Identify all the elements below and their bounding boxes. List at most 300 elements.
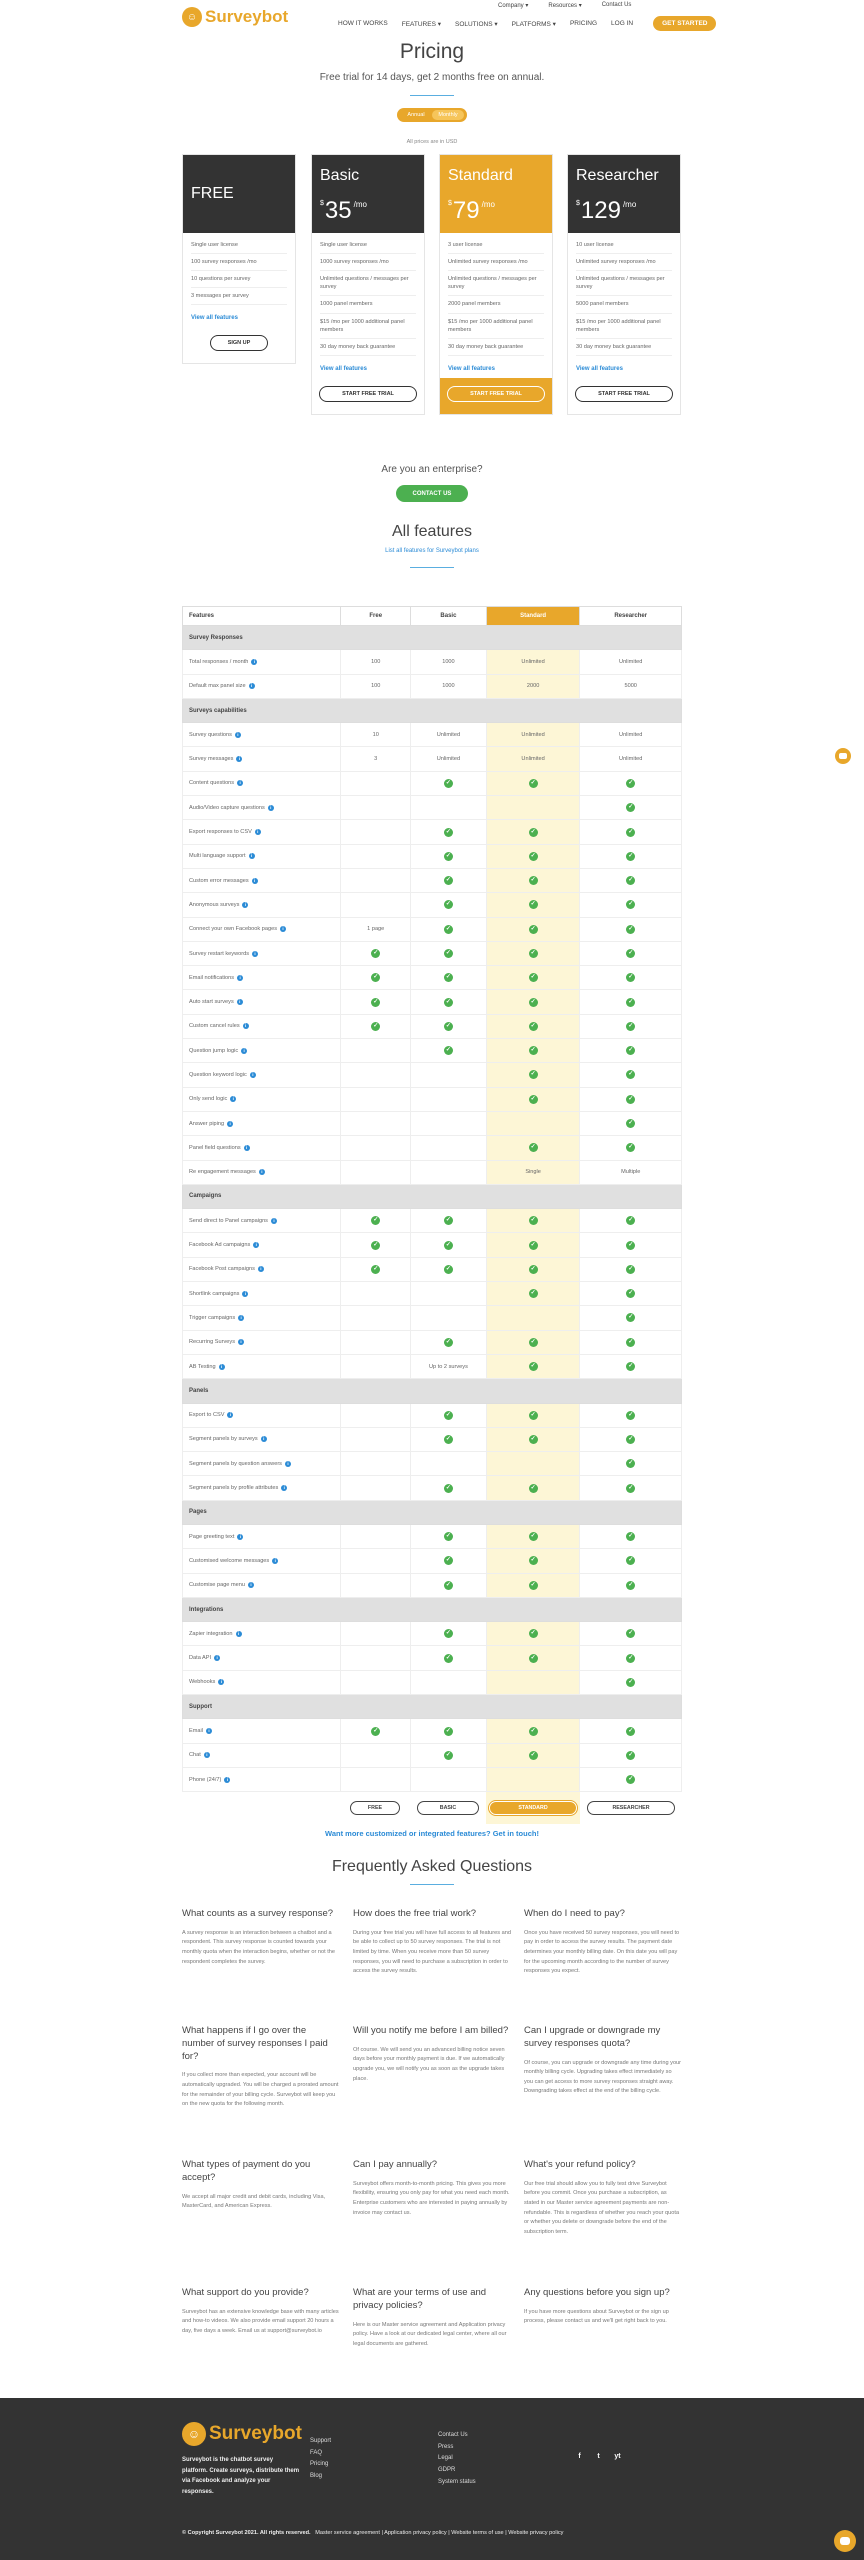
check-icon: ✓: [530, 1217, 536, 1224]
feature-value-cell: 1 page: [340, 918, 410, 941]
feature-name-cell: [183, 820, 340, 843]
billing-toggle[interactable]: [397, 108, 467, 122]
plan-feature: 10 questions per survey: [191, 271, 287, 288]
info-icon[interactable]: i: [248, 1582, 254, 1588]
price-amount: 129: [580, 197, 621, 224]
info-icon[interactable]: i: [285, 1461, 291, 1467]
feature-value-cell: Single: [486, 1161, 580, 1184]
check-icon: ✓: [530, 1484, 536, 1491]
feature-value-cell: [486, 990, 580, 1013]
check-icon: ✓: [530, 1241, 536, 1248]
utility-nav: [498, 2, 631, 9]
check-icon: ✓: [530, 974, 536, 981]
info-icon[interactable]: i: [227, 1412, 233, 1418]
nav-resources[interactable]: Resources ▾: [548, 3, 582, 9]
check-icon: ✓: [628, 1435, 634, 1442]
info-icon[interactable]: i: [255, 829, 261, 835]
feature-value-cell: [410, 1088, 486, 1111]
standard-plan-button[interactable]: STANDARD: [489, 1801, 577, 1815]
table-row: [182, 796, 682, 820]
feature-name-cell: [183, 675, 340, 698]
feature-value-cell: [410, 1063, 486, 1086]
feature-name-cell: [183, 1525, 340, 1548]
youtube-icon[interactable]: yt: [614, 2453, 621, 2460]
faq-question: Will you notify me before I am billed?: [353, 2025, 509, 2036]
basic-plan-button[interactable]: BASIC: [417, 1801, 479, 1815]
feature-value-cell: [340, 966, 410, 989]
view-all-features-link[interactable]: View all features: [320, 365, 367, 372]
feature-name-cell: [183, 747, 340, 770]
feature-value-cell: [486, 1088, 580, 1111]
feature-value-cell: [340, 1768, 410, 1791]
feature-value-cell: [340, 845, 410, 868]
footer-link-gdpr[interactable]: GDPR: [438, 2467, 456, 2474]
table-section-header: Support: [182, 1695, 682, 1719]
plan-feature: Unlimited questions / messages per survey: [448, 271, 544, 296]
plan-card-basic: [311, 154, 425, 415]
check-icon: ✓: [530, 877, 536, 884]
feature-name-cell: [183, 1355, 340, 1378]
footer-link-blog[interactable]: Blog: [310, 2473, 323, 2480]
feature-name: AB Testing: [189, 1363, 216, 1370]
check-icon: ✓: [445, 1654, 451, 1661]
info-icon[interactable]: i: [243, 1023, 249, 1029]
feature-value-cell: [410, 845, 486, 868]
feature-value-cell: [340, 893, 410, 916]
feature-name: Audio/Video capture questions: [189, 804, 265, 811]
faq-item: [353, 2287, 511, 2349]
check-icon: ✓: [445, 1533, 451, 1540]
feature-value-cell: [340, 1331, 410, 1354]
feature-value-cell: [486, 1063, 580, 1086]
info-icon[interactable]: i: [204, 1752, 210, 1758]
nav-how-it-works[interactable]: HOW IT WORKS: [338, 20, 388, 27]
feature-value-cell: [486, 1331, 580, 1354]
feature-value-cell: [579, 918, 681, 941]
info-icon[interactable]: i: [235, 732, 241, 738]
feature-name-cell: [183, 1549, 340, 1572]
info-icon[interactable]: i: [249, 853, 255, 859]
feature-name-cell: [183, 1161, 340, 1184]
plan-header: [568, 155, 680, 233]
feature-value-cell: [340, 1355, 410, 1378]
faq-item: [182, 2159, 340, 2212]
feature-value-cell: [410, 966, 486, 989]
feature-value-cell: [410, 1331, 486, 1354]
check-icon: ✓: [530, 1363, 536, 1370]
nav-pricing[interactable]: PRICING: [569, 20, 598, 27]
feature-name-cell: [183, 1063, 340, 1086]
footer-links-col1: [310, 2436, 331, 2483]
check-icon: ✓: [530, 1411, 536, 1418]
currency-note: All prices are in USD: [406, 139, 458, 145]
feature-value-cell: [486, 918, 580, 941]
plan-feature: 100 survey responses /mo: [191, 254, 287, 271]
feature-value-cell: [486, 1015, 580, 1038]
feature-value-cell: [410, 1719, 486, 1742]
feature-value-cell: [410, 1233, 486, 1256]
info-icon[interactable]: i: [280, 926, 286, 932]
footer-link-press[interactable]: Press: [438, 2443, 454, 2450]
feature-name-cell: [183, 796, 340, 819]
feature-value-cell: [340, 796, 410, 819]
info-icon[interactable]: i: [224, 1777, 230, 1783]
feature-value-cell: [579, 1549, 681, 1572]
feature-name: Email notifications: [189, 974, 235, 981]
footer-link-legal[interactable]: Legal: [438, 2455, 453, 2462]
feature-value-cell: 1000: [410, 675, 486, 698]
feature-value-cell: 10: [340, 723, 410, 746]
free-plan-button[interactable]: FREE: [350, 1801, 400, 1815]
table-row: [182, 1622, 682, 1646]
chat-side-icon[interactable]: [835, 748, 851, 764]
contact-cta-link[interactable]: Want more customized or integrated features? Get in touch!: [325, 1829, 539, 1838]
feature-value-cell: [579, 869, 681, 892]
feature-value-cell: [579, 1452, 681, 1475]
feature-value-cell: [340, 1719, 410, 1742]
legal-links[interactable]: Master service agreement | Application privacy policy | Website terms of use | Website privacy policy: [315, 2530, 564, 2536]
check-icon: ✓: [530, 1557, 536, 1564]
table-row: [182, 1282, 682, 1306]
info-icon[interactable]: i: [230, 1096, 236, 1102]
table-section-header: Panels: [182, 1379, 682, 1403]
feature-value-cell: [486, 869, 580, 892]
feature-value-cell: [579, 990, 681, 1013]
faq-item: [182, 2025, 340, 2110]
info-icon[interactable]: i: [206, 1728, 212, 1734]
feature-value-cell: [340, 1549, 410, 1572]
start-free-trial-button[interactable]: START FREE TRIAL: [319, 386, 417, 402]
check-icon: ✓: [445, 1557, 451, 1564]
feature-name-cell: [183, 1282, 340, 1305]
currency-symbol: $: [320, 200, 324, 207]
plan-feature: Unlimited survey responses /mo: [448, 254, 544, 271]
twitter-icon[interactable]: t: [597, 2453, 600, 2460]
view-all-features-link[interactable]: View all features: [448, 365, 495, 372]
info-icon[interactable]: i: [237, 1534, 243, 1540]
plan-feature: Unlimited survey responses /mo: [576, 254, 672, 271]
info-icon[interactable]: i: [214, 1655, 220, 1661]
feature-value-cell: [579, 1331, 681, 1354]
info-icon[interactable]: i: [237, 780, 243, 786]
check-icon: ✓: [628, 1460, 634, 1467]
feature-value-cell: [340, 1428, 410, 1451]
info-icon[interactable]: i: [252, 878, 258, 884]
feature-name-cell: [183, 918, 340, 941]
start-free-trial-button[interactable]: START FREE TRIAL: [575, 386, 673, 402]
copyright-text: © Copyright Surveybot 2021. All rights reserved.: [182, 2530, 311, 2536]
check-icon: ✓: [530, 1751, 536, 1758]
check-icon: ✓: [445, 1435, 451, 1442]
info-icon[interactable]: i: [259, 1169, 265, 1175]
feature-value-cell: [579, 1768, 681, 1791]
start-free-trial-button[interactable]: START FREE TRIAL: [447, 386, 545, 402]
pricing-subtitle: Free trial for 14 days, get 2 months free on annual.: [319, 72, 545, 83]
footer-link-status[interactable]: System status: [438, 2478, 476, 2485]
view-all-features-link[interactable]: View all features: [191, 315, 238, 322]
faq-answer: If you have more questions about Surveybot or the sign up process, please contact us and we'll get right back to you.: [524, 2308, 669, 2325]
plan-feature: Single user license: [320, 237, 416, 254]
feature-value-cell: [410, 772, 486, 795]
check-icon: ✓: [628, 1047, 634, 1054]
feature-name: Content questions: [189, 780, 235, 787]
plan-name: Standard: [448, 167, 513, 184]
feature-name-cell: [183, 650, 340, 673]
feature-value-cell: [579, 1525, 681, 1548]
feature-value-cell: Unlimited: [410, 747, 486, 770]
faq-question: When do I need to pay?: [524, 1908, 625, 1919]
brand-logo[interactable]: [182, 6, 288, 28]
faq-answer: We accept all major credit and debit cards, including Visa, MasterCard, and American Express.: [182, 2193, 326, 2210]
check-icon: ✓: [445, 1411, 451, 1418]
check-icon: ✓: [628, 1120, 634, 1127]
feature-name-cell: [183, 1306, 340, 1329]
info-icon[interactable]: i: [241, 1048, 247, 1054]
researcher-plan-button[interactable]: RESEARCHER: [587, 1801, 675, 1815]
check-icon: ✓: [628, 1630, 634, 1637]
check-icon: ✓: [628, 1654, 634, 1661]
feature-value-cell: [340, 1574, 410, 1597]
feature-name: Anonymous surveys: [189, 901, 240, 908]
feature-value-cell: [486, 1574, 580, 1597]
info-icon[interactable]: i: [253, 1242, 259, 1248]
feature-value-cell: [579, 1112, 681, 1135]
top-bar: [0, 0, 864, 34]
feature-value-cell: [579, 1646, 681, 1669]
toggle-monthly[interactable]: Monthly: [432, 110, 464, 120]
info-icon[interactable]: i: [236, 1631, 242, 1637]
check-icon: ✓: [373, 1022, 379, 1029]
table-row: [182, 723, 682, 747]
contact-us-button[interactable]: CONTACT US: [396, 485, 468, 502]
feature-value-cell: [410, 820, 486, 843]
check-icon: ✓: [628, 1557, 634, 1564]
faq-answer: If you collect more than expected, your account will be automatically upgraded. You will be charged a prorated amount for the remainder of your billing cycle. Surveybot will keep you on the new quota for the following month.: [182, 2072, 339, 2108]
feature-value-cell: 1000: [410, 650, 486, 673]
feature-value-cell: [340, 1306, 410, 1329]
footer-link-support[interactable]: Support: [310, 2438, 332, 2444]
footer-logo[interactable]: [182, 2422, 302, 2446]
table-row: [182, 1306, 682, 1330]
features-subtitle[interactable]: List all features for Surveybot plans: [385, 548, 479, 554]
faq-item: [353, 2159, 511, 2218]
faq-question: What happens if I go over the number of survey responses I paid for?: [182, 2025, 328, 2062]
get-started-button[interactable]: GET STARTED: [653, 16, 716, 31]
feature-value-cell: [410, 796, 486, 819]
table-footer: [182, 1792, 682, 1824]
feature-value-cell: [410, 1671, 486, 1694]
feature-value-cell: [579, 1744, 681, 1767]
feature-name: Survey questions: [189, 731, 232, 738]
feature-value-cell: Unlimited: [579, 747, 681, 770]
feature-value-cell: [579, 845, 681, 868]
check-icon: ✓: [445, 974, 451, 981]
feature-value-cell: Unlimited: [486, 747, 580, 770]
feature-name: Custom cancel rules: [189, 1023, 240, 1030]
info-icon[interactable]: i: [219, 1364, 225, 1370]
feature-value-cell: [340, 1525, 410, 1548]
check-icon: ✓: [628, 1484, 634, 1491]
nav-solutions[interactable]: SOLUTIONS ▾: [454, 20, 498, 28]
info-icon[interactable]: i: [250, 1072, 256, 1078]
faq-answer: Once you have received 50 survey responses, you will need to pay in order to access the survey results. The payment date determines your monthly billing date. On this date you will pay for the upcoming month according to the number of survey responses you expect.: [524, 1929, 680, 1975]
sign-up-button[interactable]: SIGN UP: [210, 335, 268, 351]
plan-feature: 3 user license: [448, 237, 544, 254]
faq-title: Frequently Asked Questions: [331, 1858, 533, 1875]
feature-name: Shortlink campaigns: [189, 1290, 240, 1297]
check-icon: ✓: [373, 1727, 379, 1734]
feature-value-cell: [340, 1404, 410, 1427]
info-icon[interactable]: i: [227, 1121, 233, 1127]
info-icon[interactable]: i: [238, 1339, 244, 1345]
info-icon[interactable]: i: [249, 683, 255, 689]
feature-name-cell: [183, 1209, 340, 1232]
feature-value-cell: [486, 1646, 580, 1669]
feature-value-cell: [486, 1039, 580, 1062]
check-icon: ✓: [628, 925, 634, 932]
feature-value-cell: [579, 1088, 681, 1111]
feature-name: Custom error messages: [189, 877, 249, 884]
check-icon: ✓: [628, 1338, 634, 1345]
table-row: [182, 1452, 682, 1476]
feature-name-cell: [183, 723, 340, 746]
faq-answer: During your free trial you will have full access to all features and be able to collect up to 50 survey responses. The trial is not limited by time. When you receive more than 50 survey responses, you will need to purchase a subscription in order to access the survey results.: [353, 1929, 511, 1975]
info-icon[interactable]: i: [281, 1485, 287, 1491]
info-icon[interactable]: i: [261, 1436, 267, 1442]
info-icon[interactable]: i: [251, 659, 257, 665]
feature-value-cell: [579, 1622, 681, 1645]
divider: [410, 1884, 454, 1885]
feature-value-cell: [410, 869, 486, 892]
facebook-icon[interactable]: f: [578, 2453, 581, 2460]
info-icon[interactable]: i: [242, 902, 248, 908]
info-icon[interactable]: i: [237, 999, 243, 1005]
info-icon[interactable]: i: [237, 975, 243, 981]
feature-name-cell: [183, 772, 340, 795]
nav-features[interactable]: FEATURES ▾: [401, 20, 441, 28]
table-row: [182, 650, 682, 674]
info-icon[interactable]: i: [238, 1315, 244, 1321]
check-icon: ✓: [530, 1727, 536, 1734]
feature-value-cell: [486, 1233, 580, 1256]
table-row: [182, 772, 682, 796]
faq-item: [524, 2025, 682, 2097]
feature-value-cell: [410, 1744, 486, 1767]
info-icon[interactable]: i: [252, 951, 258, 957]
feature-value-cell: [486, 1744, 580, 1767]
faq-answer: Of course. We will send you an advanced billing notice seven days before your monthly payment is due. If we automatically upgrade you, we will notify you as soon as the upgrade takes place.: [353, 2046, 505, 2082]
chat-bubble-icon[interactable]: [834, 2530, 856, 2552]
brand-name: Surveybot: [205, 7, 289, 26]
plan-card-free: [182, 154, 296, 364]
footer-link-faq[interactable]: FAQ: [310, 2449, 323, 2456]
feature-value-cell: [410, 1306, 486, 1329]
bot-icon: ☺: [182, 2422, 206, 2446]
faq-question: Can I pay annually?: [353, 2159, 437, 2170]
table-row: [182, 966, 682, 990]
plan-feature: 30 day money back guarantee: [576, 339, 672, 356]
feature-value-cell: [579, 1306, 681, 1329]
plan-price: [448, 197, 495, 225]
check-icon: ✓: [628, 1678, 634, 1685]
feature-value-cell: [486, 1768, 580, 1791]
check-icon: ✓: [530, 1630, 536, 1637]
table-row: [182, 1404, 682, 1428]
plan-feature-list: [183, 233, 295, 309]
feature-name: Data API: [189, 1655, 212, 1662]
table-row: [182, 1063, 682, 1087]
price-period: /mo: [622, 200, 637, 209]
table-row: [182, 1136, 682, 1160]
enterprise-question: Are you an enterprise?: [381, 464, 483, 475]
copyright: [182, 2530, 563, 2536]
feature-value-cell: [410, 1768, 486, 1791]
faq-answer: A survey response is an interaction between a chatbot and a respondent. This survey response is counted towards your monthly quota when the interaction begins, whether or not the respondent completes the survey.: [182, 1929, 335, 1965]
feature-name: Segment panels by profile attributes: [189, 1485, 279, 1492]
feature-name: Re engagement messages: [189, 1169, 256, 1176]
feature-value-cell: [410, 1622, 486, 1645]
check-icon: ✓: [445, 1751, 451, 1758]
info-icon[interactable]: i: [268, 805, 274, 811]
check-icon: ✓: [628, 1022, 634, 1029]
bot-icon: ☺: [182, 7, 202, 27]
plan-feature: 1000 panel members: [320, 296, 416, 313]
nav-contact-us[interactable]: Contact Us: [601, 2, 632, 8]
check-icon: ✓: [530, 1071, 536, 1078]
view-all-features-link[interactable]: View all features: [576, 365, 623, 372]
feature-value-cell: [410, 1258, 486, 1281]
info-icon[interactable]: i: [236, 756, 242, 762]
feature-value-cell: 5000: [579, 675, 681, 698]
info-icon[interactable]: i: [271, 1218, 277, 1224]
info-icon[interactable]: i: [242, 1291, 248, 1297]
check-icon: ✓: [373, 998, 379, 1005]
toggle-annual[interactable]: Annual: [407, 112, 425, 118]
faq-question: How does the free trial work?: [353, 1908, 477, 1919]
feature-value-cell: Unlimited: [579, 650, 681, 673]
feature-name: Panel field questions: [189, 1144, 241, 1151]
nav-log-in[interactable]: LOG IN: [611, 20, 634, 27]
feature-value-cell: [579, 1015, 681, 1038]
feature-name-cell: [183, 1088, 340, 1111]
footer-link-pricing[interactable]: Pricing: [310, 2461, 329, 2468]
feature-value-cell: [486, 845, 580, 868]
nav-platforms[interactable]: PLATFORMS ▾: [511, 20, 556, 28]
feature-value-cell: [579, 1355, 681, 1378]
check-icon: ✓: [445, 1581, 451, 1588]
info-icon[interactable]: i: [258, 1266, 264, 1272]
feature-value-cell: [410, 990, 486, 1013]
info-icon[interactable]: i: [272, 1558, 278, 1564]
check-icon: ✓: [628, 1776, 634, 1783]
check-icon: ✓: [628, 804, 634, 811]
footer-link-contact[interactable]: Contact Us: [438, 2432, 468, 2438]
table-row: [182, 893, 682, 917]
faq-answer: Of course, you can upgrade or downgrade any time during your monthly billing cycle. Upgrading takes effect immediately so you can get access to more survey responses straight away. Downgrading takes effect at the end of the billing cycle.: [524, 2059, 682, 2095]
feature-value-cell: [486, 1549, 580, 1572]
info-icon[interactable]: i: [244, 1145, 250, 1151]
check-icon: ✓: [445, 877, 451, 884]
feature-name: Total responses / month: [189, 658, 249, 665]
check-icon: ✓: [373, 950, 379, 956]
feature-name: Page greeting text: [189, 1533, 235, 1540]
check-icon: ✓: [373, 1265, 379, 1272]
plan-feature: Unlimited questions / messages per survey: [576, 271, 672, 296]
feature-value-cell: [486, 1452, 580, 1475]
info-icon[interactable]: i: [218, 1679, 224, 1685]
table-section-header: Campaigns: [182, 1185, 682, 1209]
nav-company[interactable]: Company ▾: [498, 3, 529, 9]
